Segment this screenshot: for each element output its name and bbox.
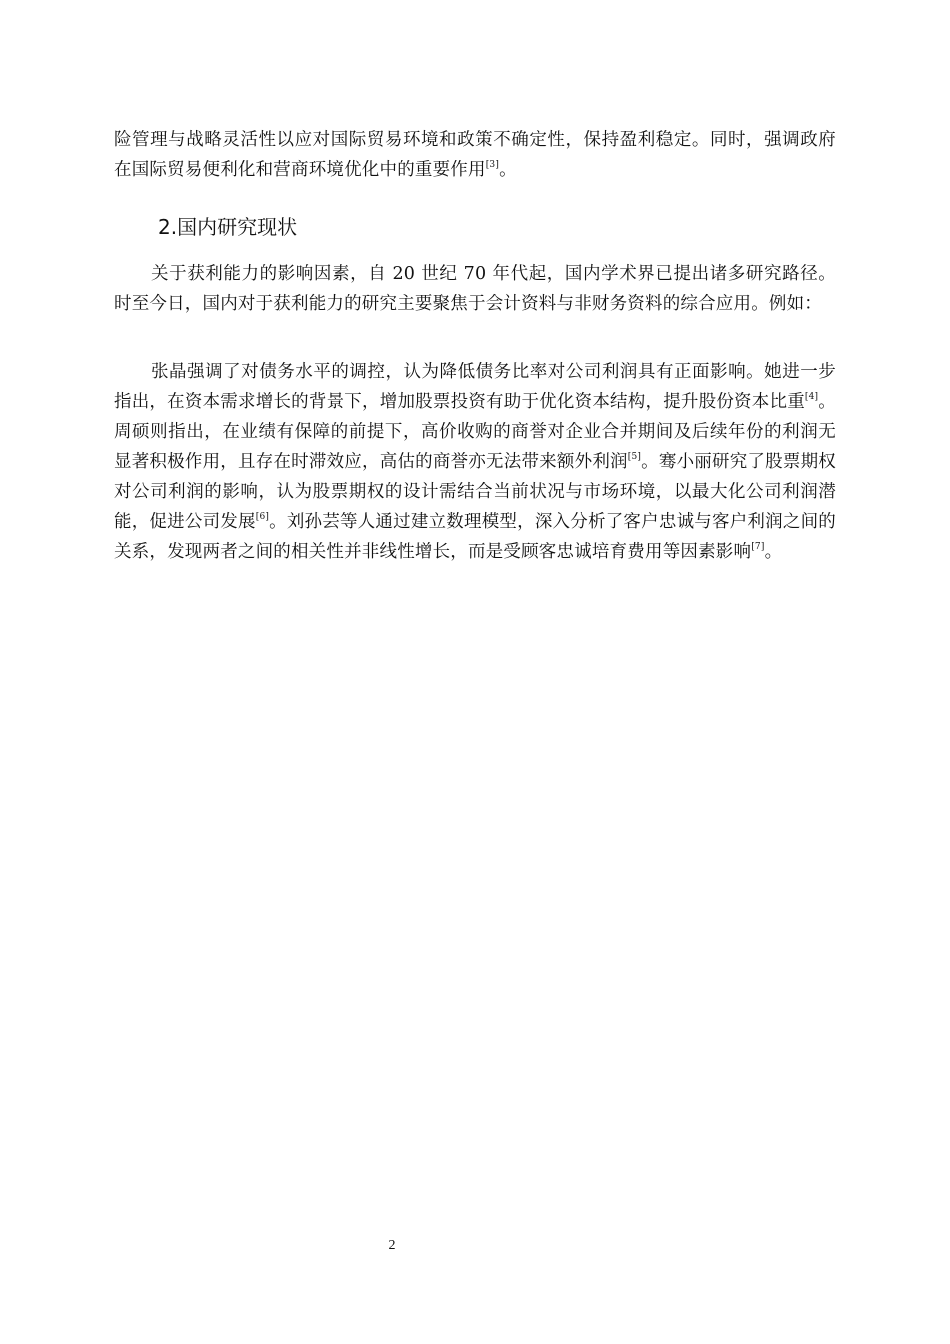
- citation-4[interactable]: [4]: [804, 392, 819, 402]
- section-heading: 2.国内研究现状: [158, 215, 298, 239]
- page-number: 2: [388, 1238, 396, 1253]
- intro-paragraph: 关于获利能力的影响因素，自 20 世纪 70 年代起，国内学术界已提出诸多研究路径。时至今日，国内对于获利能力的研究主要聚焦于会计资料与非财务资料的综合应用。例如：: [114, 264, 836, 314]
- literature-sentence-5: 。: [764, 542, 783, 562]
- citation-3[interactable]: [3]: [485, 160, 500, 170]
- literature-paragraph: [114, 357, 836, 567]
- continuation-end: 。: [499, 160, 517, 180]
- literature-sentence-2: 。周硕则指出，在业绩有保障的前提下，高价收购的商誉对企业合并期间及后续年份的利润无显著积极作用，且存在时滞效应，高估的商誉亦无法带来额外利润: [114, 392, 836, 472]
- literature-sentence-4: 。刘孙芸等人通过建立数理模型，深入分析了客户忠诚与客户利润之间的关系，发现两者之间的相关性并非线性增长，而是受顾客忠诚培育费用等因素影响: [114, 512, 836, 562]
- citation-5[interactable]: [5]: [627, 452, 642, 462]
- continuation-paragraph: [114, 125, 836, 185]
- literature-sentence-3: 。骞小丽研究了股票期权对公司利润的影响，认为股票期权的设计需结合当前状况与市场环境，以最大化公司利润潜能，促进公司发展: [114, 452, 836, 532]
- continuation-text: 险管理与战略灵活性以应对国际贸易环境和政策不确定性，保持盈利稳定。同时，强调政府在国际贸易便利化和营商环境优化中的重要作用: [114, 130, 836, 180]
- citation-6[interactable]: [6]: [255, 512, 270, 522]
- literature-sentence-1: 张晶强调了对债务水平的调控，认为降低债务比率对公司利润具有正面影响。她进一步指出，在资本需求增长的背景下，增加股票投资有助于优化资本结构，提升股份资本比重: [114, 362, 836, 412]
- citation-7[interactable]: [7]: [751, 542, 765, 552]
